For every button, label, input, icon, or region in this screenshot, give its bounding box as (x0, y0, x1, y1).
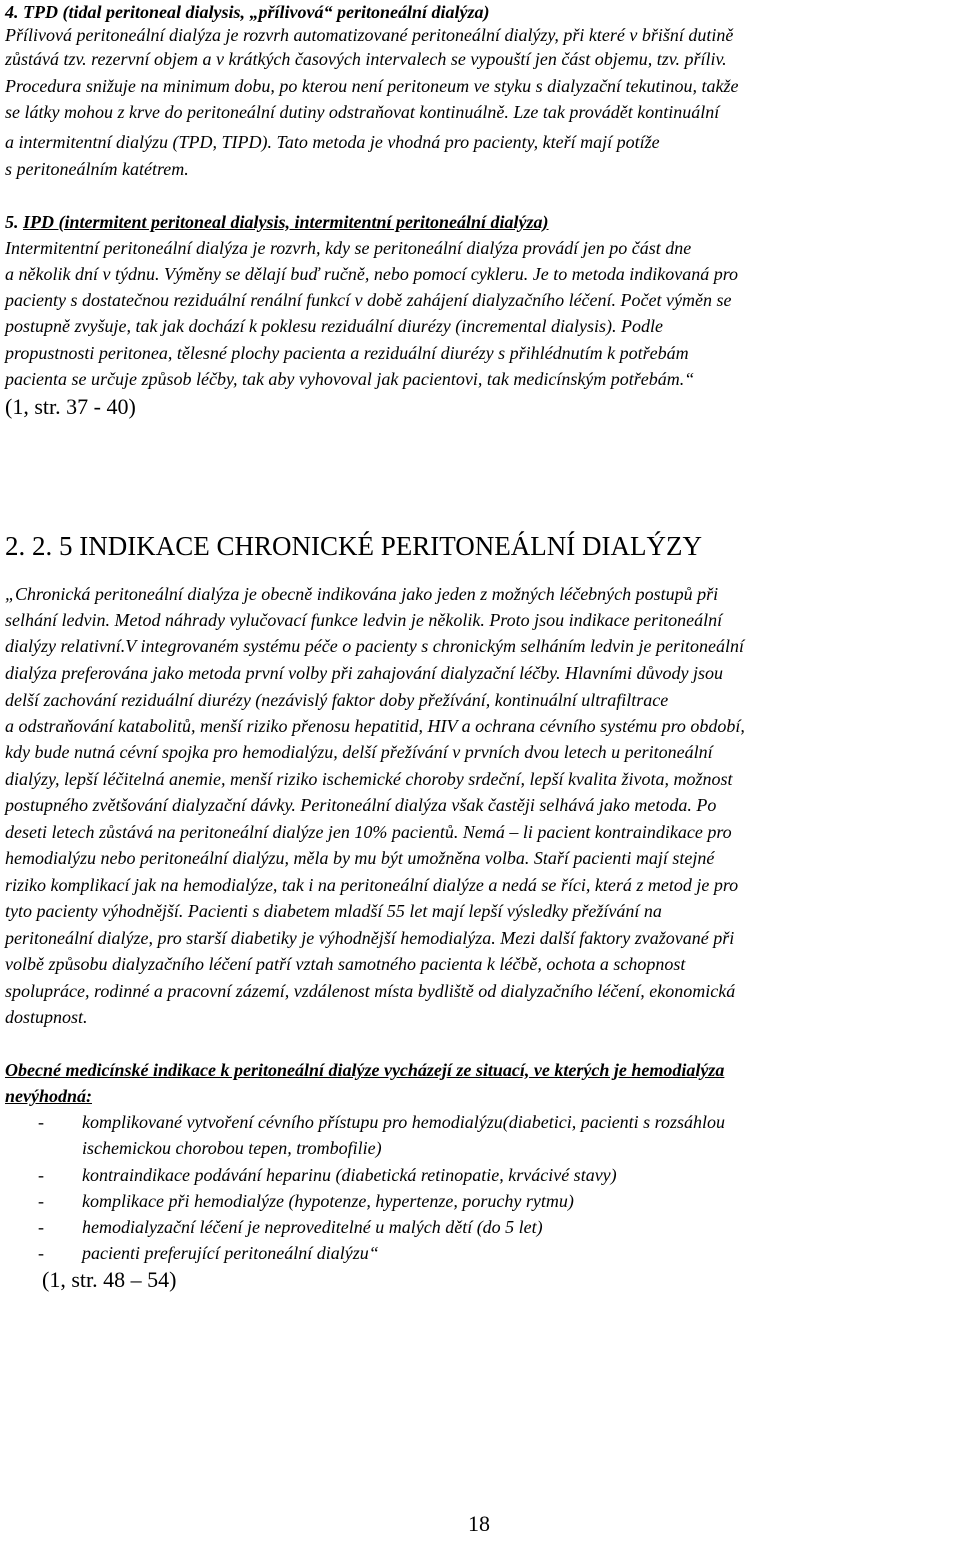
section-5-line: pacienty s dostatečnou reziduální renální funkcí v době zahájení dialyzačního léčení. Počet výměn se (5, 290, 732, 310)
body-line: delší zachování reziduální diurézy (nezávislý faktor doby přežívání, kontinuální ultrafiltrace (5, 690, 669, 710)
body-line: a odstraňování katabolitů, menší riziko přenosu hepatitid, HIV a ochrana cévního systému pro období, (5, 716, 745, 736)
section-5-heading-number: 5. (5, 212, 19, 232)
section-5-line: pacienta se určuje způsob léčby, tak aby vyhovoval jak pacientovi, tak medicínským potřebám.“ (5, 369, 695, 389)
body-line: postupného zvětšování dialyzační dávky. Peritoneální dialýza však častěji selhává jako metoda. Po (5, 795, 717, 815)
list-dash: - (38, 1243, 44, 1263)
indications-heading-continued: nevýhodná: (5, 1086, 92, 1106)
section-4-line: se látky mohou z krve do peritoneální dutiny odstraňovat kontinuálně. Lze tak provádět kontinuální (5, 102, 720, 122)
page-number: 18 (468, 1511, 490, 1536)
body-line: tyto pacienty výhodnější. Pacienti s diabetem mladší 55 let mají lepší výsledky přežívání na (5, 901, 662, 921)
list-item-text: pacienti preferující peritoneální dialýzu“ (82, 1243, 379, 1263)
body-line: spolupráce, rodinné a pracovní zázemí, vzdálenost místa bydliště od dialyzačního léčení, ekonomická (5, 981, 736, 1001)
section-4-heading: 4. TPD (tidal peritoneal dialysis, „přílivová“ peritoneální dialýza) (5, 2, 490, 22)
list-dash: - (38, 1112, 44, 1132)
body-line: dostupnost. (5, 1007, 88, 1027)
section-5-line: a několik dní v týdnu. Výměny se dělají buď ručně, nebo pomocí cykleru. Je to metoda indikovaná pro (5, 264, 739, 284)
body-line: dialýzy relativní.V integrovaném systému péče o pacienty s chronickým selháním ledvin je peritoneální (5, 636, 744, 656)
body-line: selhání ledvin. Metod náhrady vylučovací funkce ledvin je několik. Proto jsou indikace peritoneální (5, 610, 723, 630)
indications-heading: Obecné medicínské indikace k peritoneální dialýze vycházejí ze situací, ve kterých je hemodialýza (5, 1060, 725, 1080)
section-4-line: Procedura snižuje na minimum dobu, po kterou není peritoneum ve styku s dialyzační tekutinou, takže (5, 76, 739, 96)
section-4-line: Přílivová peritoneální dialýza je rozvrh automatizované peritoneální dialýzy, při které v břišní dutině (5, 25, 734, 45)
section-5-citation: (1, str. 37 - 40) (5, 394, 136, 419)
section-5-heading-text: IPD (intermitent peritoneal dialysis, intermitentní peritoneální dialýza) (23, 212, 549, 232)
section-5-line: propustnosti peritonea, tělesné plochy pacienta a reziduální diurézy s přihlédnutím k potřebám (5, 343, 689, 363)
list-item-text: komplikace při hemodialýze (hypotenze, hypertenze, poruchy rytmu) (82, 1191, 574, 1211)
body-line: deseti letech zůstává na peritoneální dialýze jen 10% pacientů. Nemá – li pacient kontraindikace pro (5, 822, 732, 842)
list-item-text: komplikované vytvoření cévního přístupu pro hemodialýzu(diabetici, pacienti s rozsáhlou (82, 1112, 726, 1132)
list-item-text: kontraindikace podávání heparinu (diabetická retinopatie, krvácivé stavy) (82, 1165, 617, 1185)
list-dash: - (38, 1165, 44, 1185)
section-5-line: postupně zvyšuje, tak jak dochází k poklesu reziduální diurézy (incremental dialysis). Podle (5, 316, 664, 336)
list-dash: - (38, 1191, 44, 1211)
body-line: hemodialýzu nebo peritoneální dialýzu, měla by mu být umožněna volba. Staří pacienti mají stejné (5, 848, 715, 868)
body-line: riziko komplikací jak na hemodialýze, tak i na peritoneální dialýze a nedá se říci, která z metod je pro (5, 875, 739, 895)
chapter-heading: 2. 2. 5 INDIKACE CHRONICKÉ PERITONEÁLNÍ DIALÝZY (5, 531, 702, 561)
section-5-line: Intermitentní peritoneální dialýza je rozvrh, kdy se peritoneální dialýza provádí jen po část dne (5, 238, 692, 258)
body-line: peritoneální dialýze, pro starší diabetiky je výhodnější hemodialýza. Mezi další faktory zvažované při (5, 928, 735, 948)
list-dash: - (38, 1217, 44, 1237)
indications-citation: (1, str. 48 – 54) (42, 1267, 177, 1292)
body-line: dialýza preferována jako metoda první volby při zahajování dialyzační léčby. Hlavními důvody jsou (5, 663, 724, 683)
body-line: „Chronická peritoneální dialýza je obecně indikována jako jeden z možných léčebných postupů při (5, 584, 719, 604)
list-item-text: ischemickou chorobou tepen, trombofilie) (82, 1138, 382, 1158)
section-5-heading (5, 210, 549, 234)
body-line: kdy bude nutná cévní spojka pro hemodialýzu, delší přežívání v prvních dvou letech u peritoneální (5, 742, 713, 762)
body-line: dialýzy, lepší léčitelná anemie, menší riziko ischemické choroby srdeční, lepší kvalita života, možnost (5, 769, 733, 789)
section-4-line: s peritoneálním katétrem. (5, 159, 189, 179)
section-4-line: a intermitentní dialýzu (TPD, TIPD). Tato metoda je vhodná pro pacienty, kteří mají potíže (5, 132, 660, 152)
list-item-text: hemodialyzační léčení je neproveditelné u malých dětí (do 5 let) (82, 1217, 543, 1237)
section-4-line: zůstává tzv. rezervní objem a v krátkých časových intervalech se vypouští jen část objemu, tzv. příliv. (5, 49, 727, 69)
body-line: volbě způsobu dialyzačního léčení patří vztah samotného pacienta k léčbě, ochota a schopnost (5, 954, 686, 974)
